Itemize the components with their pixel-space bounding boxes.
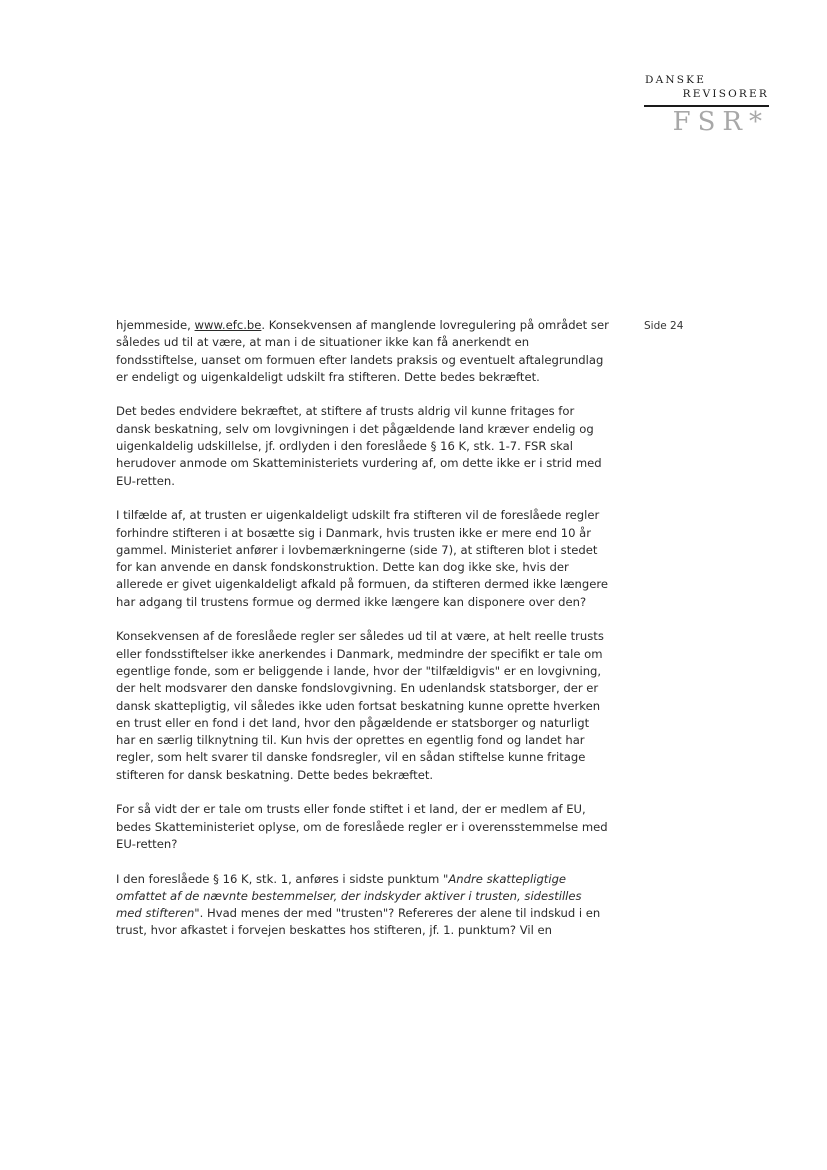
efc-website-link[interactable]: www.efc.be xyxy=(194,318,262,332)
paragraph-1-post: . Konsekvensen af manglende lovregulering på området ser således ud til at være, at man i de situationer ikke kan få anerkendt en fondsstiftelse, uanset om formuen efter landets praksis og eventuelt aftalegrundlag er endeligt og uigenkaldeligt udskilt fra stifteren. Dette bedes bekræftet. xyxy=(116,318,609,384)
logo-line-revisorer: REVISORER xyxy=(682,88,769,100)
paragraph-6-pre: I den foreslåede § 16 K, stk. 1, anføres i sidste punktum " xyxy=(116,871,449,886)
page-number: Side 24 xyxy=(644,320,684,332)
letter-body xyxy=(116,317,611,957)
paragraph-6-post: ". Hvad menes der med "trusten"? Refereres der alene til indskud i en trust, hvor afkastet i forvejen beskattes hos stifteren, jf. 1. punktum? Vil en xyxy=(116,906,601,938)
paragraph-4: Konsekvensen af de foreslåede regler ser således ud til at være, at helt reelle trusts eller fondsstiftelser ikke anerkendes i Danmark, medmindre der specifikt er tale om egentlige fonde, som er beliggende i lande, hvor der "tilfældigvis" er en lovgivning, der helt modsvarer den danske fondslovgivning. En udenlandsk statsborger, der er dansk skattepligtig, vil således ikke uden fortsat beskatning kunne oprette hverken en trust eller en fond i det land, hvor den pågældende er statsborger og naturligt har en særlig tilknytning til. Kun hvis der oprettes en egentlig fond og landet har regler, som helt svarer til danske fondsregler, vil en sådan stiftelse kunne fritage stifteren for dansk beskatning. Dette bedes bekræftet. xyxy=(116,629,604,782)
paragraph-1-pre: hjemmeside, xyxy=(116,318,195,332)
logo-mark: FSR* xyxy=(672,107,769,137)
fsr-logo xyxy=(644,74,769,136)
paragraph-3: I tilfælde af, at trusten er uigenkaldeligt udskilt fra stifteren vil de foreslåede regler forhindre stifteren i at bosætte sig i Danmark, hvis trusten ikke er mere end 10 år gammel. Ministeriet anfører i lovbemærkningerne (side 7), at stifteren blot i stedet for kan anvende en dansk fondskonstruktion. Dette kan dog ikke ske, hvis der allerede er givet uigenkaldeligt afkald på formuen, da stifteren dermed ikke længere har adgang til trustens formue og dermed ikke længere kan disponere over den? xyxy=(116,508,608,609)
paragraph-6 xyxy=(116,871,611,940)
logo-line-danske: DANSKE xyxy=(645,74,707,86)
paragraph-2: Det bedes endvidere bekræftet, at stiftere af trusts aldrig vil kunne fritages for dansk beskatning, selv om lovgivningen i det pågældende land kræver endelig og uigenkaldelig udskillelse, jf. ordlyden i den foreslåede § 16 K, stk. 1-7. FSR skal herudover anmode om Skatteministeriets vurdering af, om dette ikke er i strid med EU-retten. xyxy=(116,404,602,488)
quoted-provision: Andre skattepligtige omfattet af de nævnte bestemmelser, der indskyder aktiver i trusten, sidestilles med stifteren xyxy=(116,871,582,921)
paragraph-5: For så vidt der er tale om trusts eller fonde stiftet i et land, der er medlem af EU, bedes Skatteministeriet oplyse, om de foreslåede regler er i overensstemmelse med EU-retten? xyxy=(116,802,608,851)
paragraph-1 xyxy=(116,317,611,386)
